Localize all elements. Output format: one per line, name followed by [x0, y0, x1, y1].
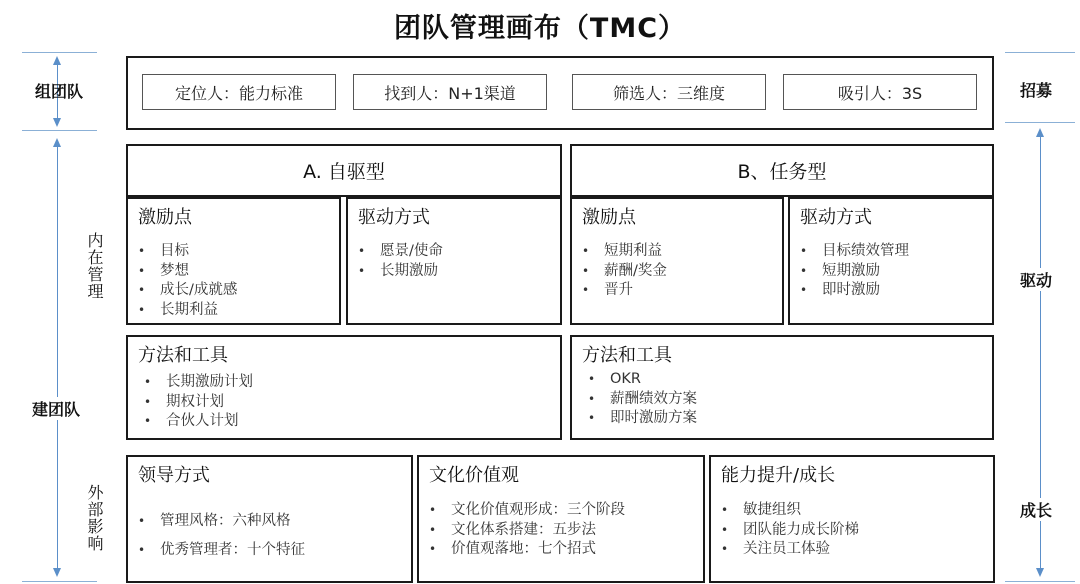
list-item: • 管理风格：六种风格 [138, 507, 305, 536]
label-external-influence: 外部影响 [85, 484, 104, 552]
list-item: • 长期激励 [358, 262, 443, 282]
type-a-motivation-title: 激励点 [138, 207, 192, 228]
label-build-team: 建团队 [32, 397, 80, 420]
list-item: • 团队能力成长阶梯 [721, 521, 859, 541]
list-item: • 薪酬/奖金 [582, 262, 667, 282]
list-item: • 梦想 [138, 262, 237, 282]
list-item: • 价值观落地：七个招式 [429, 540, 625, 560]
recruit-item-attract: 吸引人：3S [783, 74, 977, 110]
label-form-team: 组团队 [35, 82, 84, 101]
list-item: • 即时激励 [800, 281, 909, 301]
list-item: • 即时激励方案 [588, 409, 697, 429]
label-inner-management: 内在管理 [85, 232, 104, 300]
recruit-item-screen: 筛选人：三维度 [572, 74, 766, 110]
type-b-motivation-box [570, 197, 784, 325]
type-b-drive-box [788, 197, 994, 325]
type-a-motivation-box [126, 197, 341, 325]
type-a-tools-title: 方法和工具 [138, 345, 228, 366]
type-b-motivation-title: 激励点 [582, 207, 636, 228]
list-item: • 成长/成就感 [138, 281, 237, 301]
arrow-down-icon [1036, 568, 1044, 577]
list-item: • 薪酬绩效方案 [588, 390, 697, 410]
label-drive: 驱动 [1020, 268, 1052, 291]
type-a-tools-box [126, 335, 562, 440]
label-recruit: 招募 [1020, 81, 1053, 100]
page-title: 团队管理画布（TMC） [393, 13, 687, 44]
divider-line [57, 146, 58, 570]
growth-box [709, 455, 995, 583]
growth-title: 能力提升/成长 [721, 465, 836, 486]
recruit-item-position: 定位人：能力标准 [142, 74, 336, 110]
type-b-tools-title: 方法和工具 [582, 345, 672, 366]
list-item: • 短期利益 [582, 242, 667, 262]
divider-line [1005, 122, 1075, 123]
list-item: • 目标 [138, 242, 237, 262]
list-item: • 长期利益 [138, 301, 237, 321]
list-item: • 期权计划 [144, 393, 253, 413]
list-item: • 晋升 [582, 281, 667, 301]
list-item: • 愿景/使命 [358, 242, 443, 262]
list-item: • 目标绩效管理 [800, 242, 909, 262]
culture-title: 文化价值观 [429, 465, 519, 486]
type-a-header: A. 自驱型 [126, 144, 562, 197]
type-b-tools-box [570, 335, 994, 440]
list-item: • 长期激励计划 [144, 373, 253, 393]
divider-line [22, 130, 97, 131]
arrow-down-icon [53, 568, 61, 577]
divider-line [1005, 52, 1075, 53]
list-item: • 合伙人计划 [144, 412, 253, 432]
list-item: • 敏捷组织 [721, 501, 859, 521]
type-a-drive-box [346, 197, 562, 325]
divider-line [1005, 581, 1075, 582]
culture-box [417, 455, 705, 583]
leadership-title: 领导方式 [138, 465, 210, 486]
label-growth: 成长 [1020, 498, 1052, 521]
type-a-drive-title: 驱动方式 [358, 207, 430, 228]
divider-line [22, 581, 97, 582]
list-item: • 文化体系搭建：五步法 [429, 521, 625, 541]
recruit-item-find: 找到人：N+1渠道 [353, 74, 547, 110]
list-item: • 文化价值观形成：三个阶段 [429, 501, 625, 521]
divider-line [22, 52, 97, 53]
arrow-down-icon [53, 118, 61, 127]
type-b-drive-title: 驱动方式 [800, 207, 872, 228]
leadership-box [126, 455, 413, 583]
type-b-header: B、任务型 [570, 144, 994, 197]
list-item: • 短期激励 [800, 262, 909, 282]
list-item: • 优秀管理者：十个特征 [138, 536, 305, 565]
list-item: • 关注员工体验 [721, 540, 859, 560]
list-item: • OKR [588, 370, 697, 390]
